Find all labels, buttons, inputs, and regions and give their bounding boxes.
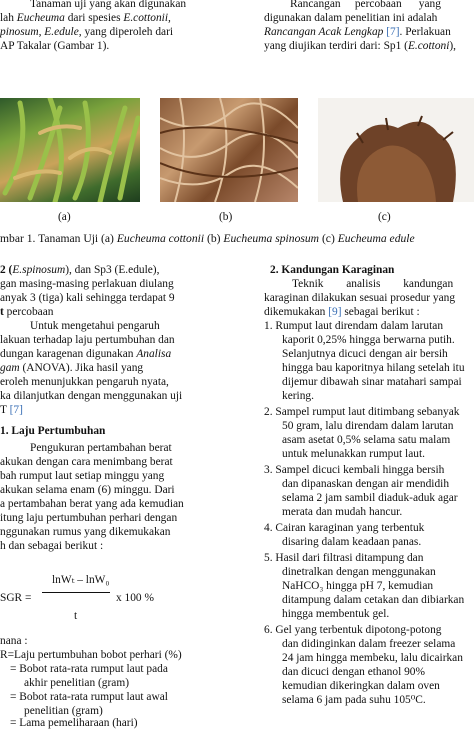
formula-numerator: lnWₜ – lnW₀ [52,574,110,586]
left-para-line-8: h dan sebagai berikut : [0,540,104,552]
left-line-5: Untuk mengetahui pengaruh [30,320,160,332]
left-para-line-1: Pengukuran pertambahan berat [30,442,172,454]
left-line-1: 2 (E.spinosum), dan Sp3 (E.edule), [0,264,160,276]
step-3-line-3: selama 2 jam sambil diaduk-aduk agar [282,492,458,504]
left-para-line-5: a pertambahan berat yang ada kemudian [0,498,184,510]
top-right-line-3: Rancangan Acak Lengkap [7]. Perlakuan [264,26,451,38]
step-6-line-3: 24 jam hingga membeku, lalu dicairkan [282,652,463,664]
section-heading-laju-pertumbuhan: 1. Laju Pertumbuhan [0,425,106,437]
photo-eucheuma-edule [318,98,474,202]
figure-label-b: (b) [219,211,233,223]
step-1-line-3: Selanjutnya dicuci dengan air bersih [282,348,448,360]
top-left-line-1: Tanaman uji yang akan digunakan [30,0,187,10]
step-2-line-2: 50 gram, lalu direndam dalam larutan [282,420,454,432]
step-5-line-5: hingga membentuk gel. [282,608,390,620]
definition-w0: = Bobot rata-rata rumput laut awal [10,691,168,703]
step-4-line-2: disaring dalam keadaan panas. [282,536,422,548]
figure-label-a: (a) [58,211,71,223]
left-line-4: t percobaan [0,306,54,318]
step-1-line-4: hingga bau kaporitnya hilang setelah itu [282,362,465,374]
definition-wt-cont: akhir penelitian (gram) [24,677,130,689]
figure-label-c: (c) [378,211,391,223]
step-5: 5. Hasil dari filtrasi ditampung dan [264,552,424,564]
left-line-7: dungan karagenan digunakan Analisa [0,348,172,360]
definition-w0-cont: penelitian (gram) [24,705,103,717]
definition-sgr: R=Laju pertumbuhan bobot perhari (%) [0,649,182,661]
section-heading-kandungan-karaginan: 2. Kandungan Karaginan [270,264,395,276]
step-3: 3. Sampel dicuci kembali hingga bersih [264,464,445,476]
photo-eucheuma-cottonii [0,98,140,202]
step-2-line-3: asam asetat 0,5% selama satu malam [282,434,451,446]
left-para-line-2: akukan dengan cara menimbang berat [0,456,173,468]
right-line-3: dikemukakan [9] sebagai berikut : [264,306,420,318]
step-1-line-2: kaporit 0,25% hingga berwarna putih. [282,334,455,346]
figure-caption: mbar 1. Tanaman Uji (a) Eucheuma cottonii (b) Eucheuma spinosum (c) Eucheuma edule [0,232,415,245]
top-right-line-4: yang diujikan terdiri dari: Sp1 (E.cottoni), [264,40,457,52]
step-2: 2. Sampel rumput laut ditimbang sebanyak [264,406,460,418]
top-left-line-3: pinosum, E.edule, yang diperoleh dari [0,26,174,38]
formula-fraction-bar [42,592,110,593]
definition-t: = Lama pemeliharaan (hari) [10,717,138,729]
step-6-line-2: dan didinginkan dalam freezer selama [282,638,456,650]
left-para-line-7: nggunakan rumus yang dikemukakan [0,526,171,538]
left-line-9: eroleh menunjukkan pengaruh nyata, [0,376,169,388]
left-para-line-3: bah rumput laut setiap minggu yang [0,470,165,482]
step-2-line-4: untuk melunakkan rumput laut. [282,448,425,460]
step-6-line-4: dan dicuci dengan ethanol 90% [282,666,425,678]
formula-denominator: t [74,610,78,622]
left-line-11: T [7] [0,404,23,416]
step-4: 4. Cairan karaginan yang terbentuk [264,522,425,534]
step-6-line-5: kemudian dikeringkan dalam oven [282,680,440,692]
step-5-line-2: dinetralkan dengan menggunakan [282,566,436,578]
definitions-heading: nana : [0,635,28,647]
left-para-line-6: itung laju pertumbuhan perhari dengan [0,512,178,524]
photo-eucheuma-spinosum [160,98,298,202]
left-para-line-4: akukan selama enam (6) minggu. Dari [0,484,175,496]
step-3-line-2: dan dipanaskan dengan air mendidih [282,478,450,490]
left-line-10: ka dilanjutkan dengan menggunakan uji [0,390,183,402]
right-line-2: karaginan dilakukan sesuai prosedur yang [264,292,456,304]
top-right-line-1: Rancangan percobaan yang [290,0,441,10]
left-line-8: gam (ANOVA). Jika hasil yang [0,362,144,374]
left-line-6: lakuan terhadap laju pertumbuhan dan [0,334,175,346]
formula-rhs: x 100 % [116,592,154,604]
step-1-line-5: dijemur dibawah sinar matahari sampai [282,376,462,388]
left-line-2: gan masing-masing perlakuan diulang [0,278,174,290]
formula-lhs: SGR = [0,592,32,604]
left-line-3: anyak 3 (tiga) kali sehingga terdapat 9 [0,292,175,304]
right-line-1: Teknik analisis kandungan [292,278,454,290]
step-1: 1. Rumput laut direndam dalam larutan [264,320,444,332]
top-right-line-2: digunakan dalam penelitian ini adalah [264,12,438,24]
top-left-line-2: lah Eucheuma dari spesies E.cottonii, [0,12,171,24]
step-5-line-3: NaHCO₃ hingga pH 7, kemudian [282,580,434,592]
definition-wt: = Bobot rata-rata rumput laut pada [10,663,168,675]
step-1-line-6: kering. [282,390,314,402]
step-6-line-6: selama 6 jam pada suhu 105⁰C. [282,694,426,706]
step-5-line-4: ditampung dalam cetakan dan dibiarkan [282,594,465,606]
step-6: 6. Gel yang terbentuk dipotong-potong [264,624,442,636]
step-3-line-4: merata dan mudah hancur. [282,506,403,518]
top-left-line-4: AP Takalar (Gambar 1). [0,40,110,52]
